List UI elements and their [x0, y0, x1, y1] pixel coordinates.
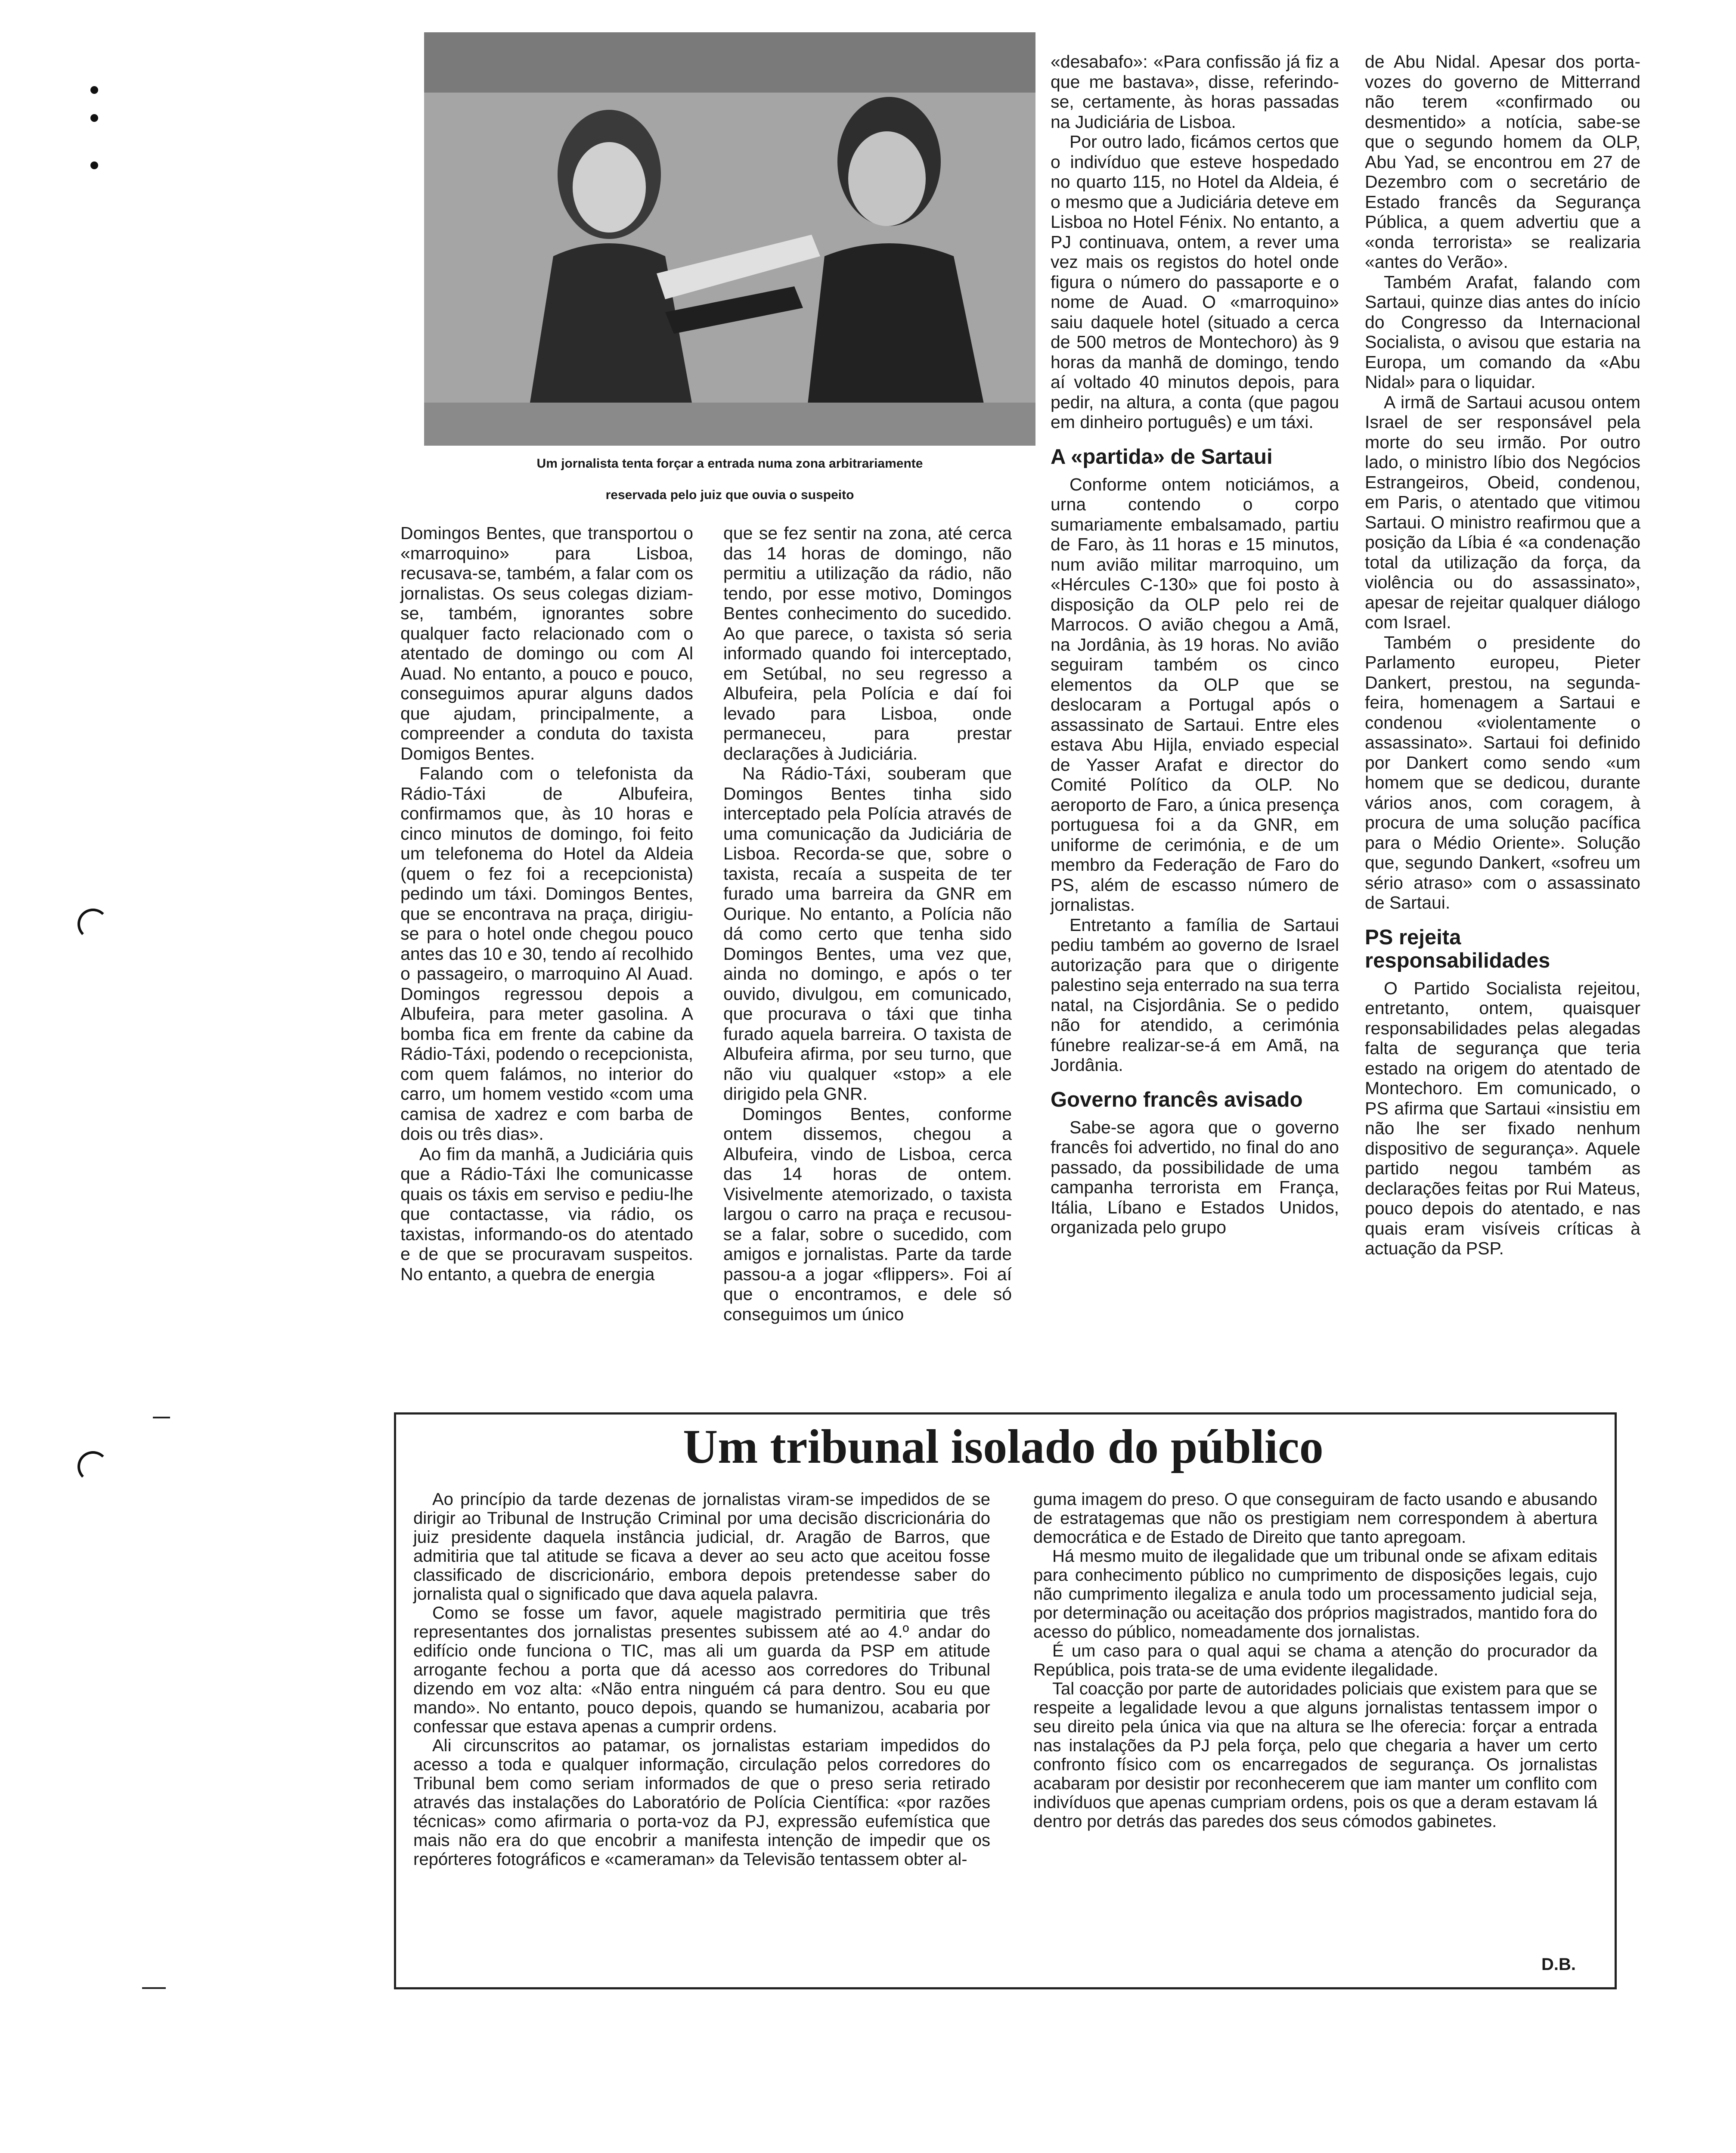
margin-dot — [90, 161, 98, 169]
paragraph: de Abu Nidal. Apesar dos porta-vozes do governo de Mitterrand não terem «confirmado ou desmentido» a notícia, sabe-se que o segundo homem da OLP, Abu Yad, se encontrou em 27 de Dezembro com o secretário de Estado francês da Segurança Pública, a quem advertiu que a «onda terrorista» se realizaria «antes do Verão». — [1365, 52, 1640, 272]
paragraph: A irmã de Sartaui acusou ontem Israel de ser responsável pela morte do seu irmão. Por outro lado, o ministro líbio dos Negócios Estrangeiros, Obeid, condenou, em Paris, o atentado que vitimou Sartaui. O ministro reafirmou que a posição da Líbia é «a condenação total da utilização da força, da violência ou do assassinato», apesar de rejeitar qualquer diálogo com Israel. — [1365, 392, 1640, 632]
subheading: A «partida» de Sartaui — [1051, 445, 1273, 468]
paragraph: Também o presidente do Parlamento europeu, Pieter Dankert, prestou, na segunda-feira, homenagem a Sartaui e condenou «violentamente o assassinato». Sartaui foi definido por Dankert como sendo «um homem que se dedicou, durante vários anos, com coragem, à procura de uma solução pacífica para o Médio Oriente». Solução que, segundo Dankert, «sofreu um sério atraso» com o assassinato de Sartaui. — [1365, 632, 1640, 912]
paragraph: Entretanto a família de Sartaui pediu também ao governo de Israel autorização para que o dirigente palestino seja enterrado na sua terra natal, na Cisjordânia. Se o pedido não for atendido, a cerimónia fúnebre realizar-se-á em Amã, na Jordânia. — [1051, 915, 1339, 1075]
paragraph: O Partido Socialista rejeitou, entretanto, ontem, quaisquer responsabilidades pelas alegadas falta de segurança que teria estado na origem do atentado de Montechoro. Em comunicado, o PS afirma que Sartaui «insistiu em não lhe ser fixado nenhum dispositivo de segurança». Aquele partido negou também as declarações feitas por Rui Mateus, pouco depois do atentado, e nas quais eram visíveis críticas à actuação da PSP. — [1365, 978, 1640, 1258]
article-column-4 — [1365, 52, 1640, 1259]
author-signature: D.B. — [1541, 1955, 1576, 1974]
paragraph: Por outro lado, ficámos certos que o indivíduo que esteve hospedado no quarto 115, no Hotel da Aldeia, é o mesmo que a Judiciária deteve em Lisboa no Hotel Fénix. No entanto, a PJ continuava, ontem, a rever uma vez mais os registos do hotel onde figura o número do passaporte e o nome de Auad. O «marroquino» saiu daquele hotel (situado a cerca de 500 metros de Montechoro) às 9 horas da manhã de domingo, tendo aí voltado 40 minutos depois, para pedir, na altura, a conta (que pagou em dinheiro português) e um táxi. — [1051, 132, 1339, 432]
photo-caption-line-2: reservada pelo juiz que ouvia o suspeito — [605, 488, 854, 502]
paragraph: Domingos Bentes, que transportou o «marroquino» para Lisboa, recusava-se, também, a falar com os jornalistas. Os seus colegas diziam-se, também, ignorantes sobre qualquer facto relacionado com o atentado de domingo ou com Al Auad. No entanto, a pouco e pouco, conseguimos apurar alguns dados que ajudam, principalmente, a compreender a conduta do taxista Domigos Bentes. — [400, 523, 693, 763]
margin-dot — [90, 86, 98, 94]
paragraph: Domingos Bentes, conforme ontem dissemos, chegou a Albufeira, vindo de Lisboa, cerca das 14 horas de ontem. Visivelmente atemorizado, o taxista largou o carro na praça e recusou-se a falar, sobre o sucedido, com amigos e jornalistas. Parte da tarde passou-a a jogar «flippers». Foi aí que o encontramos, e dele só conseguimos um único — [723, 1104, 1012, 1324]
punch-hole-mark — [78, 909, 108, 940]
paragraph: Na Rádio-Táxi, souberam que Domingos Bentes tinha sido interceptado pela Polícia através de uma comunicação da Judiciária de Lisboa. Recorda-se que, sobre o taxista, recaía a suspeita de ter furado uma barreira da GNR em Ourique. No entanto, a Polícia não dá como certo que tenha sido Domingos Bentes, uma vez que, ainda no domingo, e após o ter ouvido, divulgou, em comunicado, que procurava o táxi que tinha furado aquela barreira. O taxista de Albufeira afirma, por seu turno, que não viu qualquer «stop» a ele dirigido pela GNR. — [723, 763, 1012, 1104]
paragraph: Ao fim da manhã, a Judiciária quis que a Rádio-Táxi lhe comunicasse quais os táxis em serviso e pediu-lhe que contactasse, via rádio, os taxistas, informando-os do atentado e de que se procuravam suspeitos. No entanto, a quebra de energia — [400, 1144, 693, 1284]
paragraph: Falando com o telefonista da Rádio-Táxi de Albufeira, confirmamos que, às 10 horas e cinco minutos de domingo, foi feito um telefonema do Hotel da Aldeia (quem o fez foi a recepcionista) pedindo um táxi. Domingos Bentes, que se encontrava na praça, dirigiu-se para o hotel onde chegou pouco antes das 10 e 30, tendo aí recolhido o passageiro, o marroquino Al Auad. Domingos regressou depois a Albufeira, para meter gasolina. A bomba fica em frente da cabine da Rádio-Táxi, podendo o recepcionista, com quem falámos, no interior do carro, um homem vestido «com uma camisa de xadrez e com barba de dois ou três dias». — [400, 763, 693, 1144]
paragraph: «desabafo»: «Para confissão já fiz a que me bastava», disse, referindo-se, certamente, às horas passadas na Judiciária de Lisboa. — [1051, 52, 1339, 132]
margin-tick — [142, 1987, 166, 1989]
margin-tick — [153, 1417, 170, 1418]
article-column-1 — [400, 523, 693, 1284]
article-column-3 — [1051, 52, 1339, 1238]
photo-caption-line-1: Um jornalista tenta forçar a entrada numa zona arbitrariamente — [536, 456, 923, 471]
paragraph: Há mesmo muito de ilegalidade que um tribunal onde se afixam editais para conhecimento público no cumprimento de disposições legais, cujo não cumprimento ilegaliza e anula todo um processamento judicial seja, por determinação ou aceitação dos próprios magistrados, mantido fora do acesso do público, nomeadamente dos jornalistas. — [1033, 1547, 1597, 1641]
paragraph: Conforme ontem noticiámos, a urna contendo o corpo sumariamente embalsamado, partiu de Faro, às 11 horas e 15 minutos, num avião militar marroquino, um «Hércules C-130» que foi posto à disposição da OLP pelo rei de Marrocos. O avião chegou a Amã, na Jordânia, às 19 horas. No avião seguiram também os cinco elementos da OLP que se deslocaram a Portugal após o assassinato de Sartaui. Entre eles estava Abu Hijla, enviado especial de Yasser Arafat e director do Comité Político da OLP. No aeroporto de Faro, a única presença portuguesa foi a da GNR, em uniforme de cerimónia, e de um membro da Federação de Faro do PS, além de escasso número de jornalistas. — [1051, 474, 1339, 915]
boxed-article-headline: Um tribunal isolado do público — [683, 1420, 1324, 1474]
paragraph: Como se fosse um favor, aquele magistrado permitiria que três representantes dos jornalistas presentes subissem até ao 4.º andar do edifício onde funciona o TIC, mas ali um guarda da PSP em atitude arrogante fechou a porta que dá acesso aos corredores do Tribunal dizendo em voz alta: «Não entra ninguém cá para dentro. Sou eu que mando». No entanto, pouco depois, quando se humanizou, acabaria por confessar que estava apenas a cumprir ordens. — [413, 1604, 990, 1736]
paragraph: que se fez sentir na zona, até cerca das 14 horas de domingo, não permitiu a utilização da rádio, não tendo, por esse motivo, Domingos Bentes conhecimento do sucedido. Ao que parece, o taxista só seria informado quando foi interceptado, em Setúbal, no seu regresso a Albufeira, pela Polícia e daí foi levado para Lisboa, onde permaneceu, para prestar declarações à Judiciária. — [723, 523, 1012, 763]
paragraph: Ali circunscritos ao patamar, os jornalistas estariam impedidos do acesso a toda e qualquer informação, circulação pelos corredores do Tribunal bem como seriam informados de que o preso seria retirado através das instalações do Laboratório de Polícia Científica: «por razões técnicas» como afirmaria o porta-voz da PJ, expressão eufemística que mais não era do que encobrir a manifesta intenção de impedir que os repórteres fotográficos e «cameraman» da Televisão tentassem obter al- — [413, 1736, 990, 1869]
photo-scene — [424, 32, 1035, 446]
subheading: PS rejeita responsabilidades — [1365, 925, 1550, 972]
punch-hole-mark — [78, 1451, 108, 1482]
article-column-2 — [723, 523, 1012, 1324]
boxed-article-left-column — [413, 1490, 990, 1869]
paragraph: guma imagem do preso. O que conseguiram de facto usando e abusando de estratagemas que não os prestigiam nem correspondem à abertura democrática e de Estado de Direito que tanto apregoam. — [1033, 1490, 1597, 1547]
news-photo — [424, 32, 1035, 446]
margin-dot — [90, 114, 98, 122]
subheading: Governo francês avisado — [1051, 1088, 1303, 1111]
boxed-article-right-column — [1033, 1490, 1597, 1831]
paragraph: É um caso para o qual aqui se chama a atenção do procurador da República, pois trata-se de uma evidente ilegalidade. — [1033, 1641, 1597, 1679]
paragraph: Ao princípio da tarde dezenas de jornalistas viram-se impedidos de se dirigir ao Tribunal de Instrução Criminal por uma decisão discricionária do juiz presidente daquela instância judicial, dr. Aragão de Barros, que admitiria que tal atitude se ficava a dever ao seu acto que aceitou fosse classificado de discricionário, embora depois pretendesse saber do jornalista qual o significado que dava aquela palavra. — [413, 1490, 990, 1604]
paragraph: Tal coacção por parte de autoridades policiais que existem para que se respeite a legalidade levou a que alguns jornalistas tentassem impor o seu direito pela única via que na altura se lhe oferecia: forçar a entrada nas instalações da PJ pela força, pelo que chegaria a haver um certo confronto físico com os encarregados de segurança. Os jornalistas acabaram por desistir por reconhecerem que iam manter um conflito com indivíduos que apenas cumpriam ordens, pois os que a deram estavam lá dentro por detrás das paredes dos seus cómodos gabinetes. — [1033, 1679, 1597, 1831]
paragraph: Sabe-se agora que o governo francês foi advertido, no final do ano passado, da possibilidade de uma campanha terrorista em França, Itália, Líbano e Estados Unidos, organizada pelo grupo — [1051, 1117, 1339, 1237]
paragraph: Também Arafat, falando com Sartaui, quinze dias antes do início do Congresso da Internacional Socialista, o avisou que estaria na Europa, um comando da «Abu Nidal» para o liquidar. — [1365, 272, 1640, 392]
